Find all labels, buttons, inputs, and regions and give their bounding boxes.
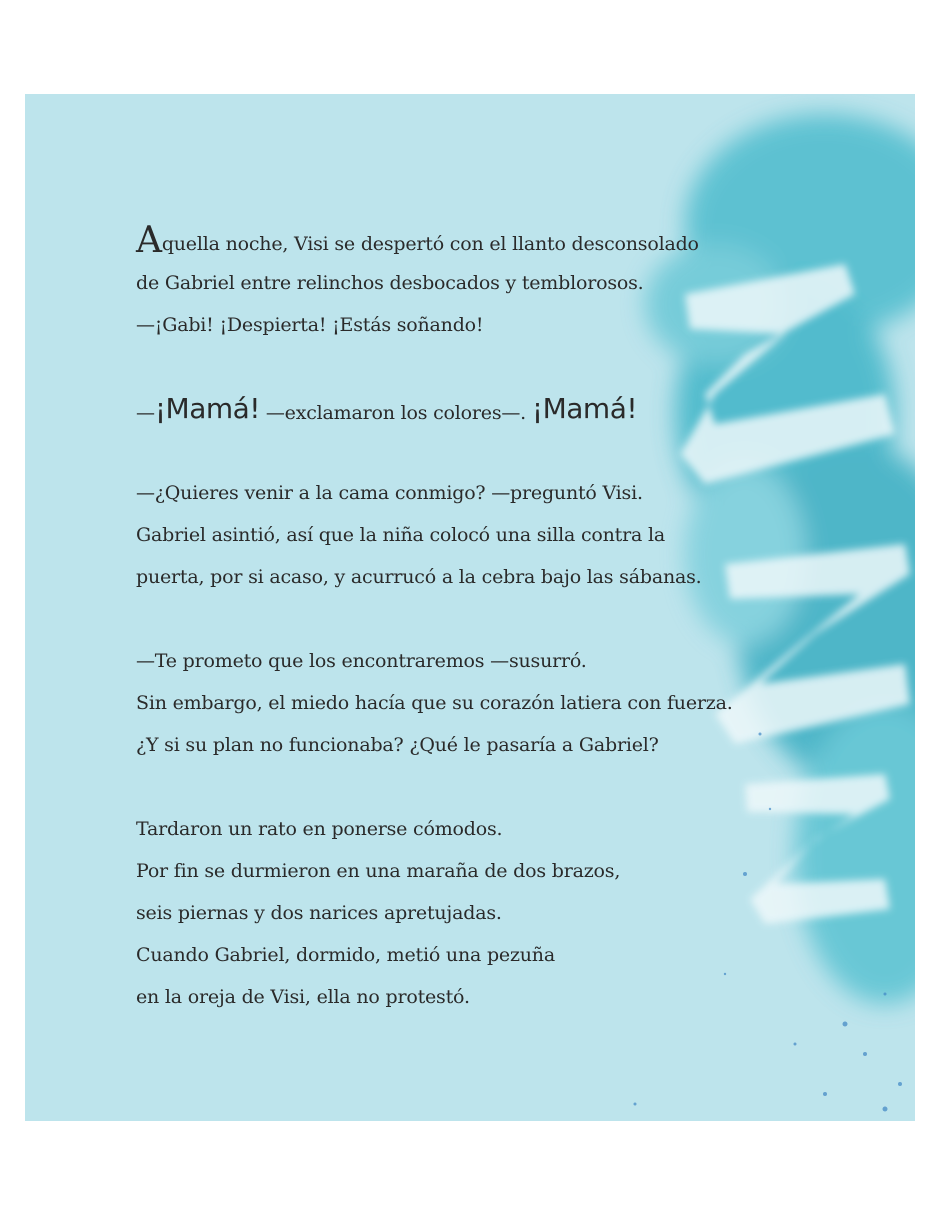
p4-line-1: Tardaron un rato en ponerse cómodos. bbox=[136, 818, 503, 840]
exclaim-middle: —exclamaron los colores—. bbox=[260, 402, 532, 424]
p1-line-2: de Gabriel entre relinchos desbocados y temblorosos. bbox=[136, 272, 644, 294]
p1-line-1-text: quella noche, Visi se despertó con el llanto desconsolado bbox=[161, 233, 699, 255]
p4-line-4: Cuando Gabriel, dormido, metió una pezuña bbox=[136, 944, 555, 966]
p1-line-1 bbox=[136, 220, 699, 261]
p3-line-1: —Te prometo que los encontraremos —susurró. bbox=[136, 650, 587, 672]
p4-line-3: seis piernas y dos narices apretujadas. bbox=[136, 902, 502, 924]
p4-line-5: en la oreja de Visi, ella no protestó. bbox=[136, 986, 470, 1008]
p2-line-1: —¿Quieres venir a la cama conmigo? —preguntó Visi. bbox=[136, 482, 643, 504]
exclaim-dash: — bbox=[136, 402, 155, 424]
book-page bbox=[25, 94, 915, 1121]
p3-line-3: ¿Y si su plan no funcionaba? ¿Qué le pasaría a Gabriel? bbox=[136, 734, 659, 756]
drop-cap: A bbox=[136, 220, 162, 261]
p1-line-3: —¡Gabi! ¡Despierta! ¡Estás soñando! bbox=[136, 314, 484, 336]
p3-line-2: Sin embargo, el miedo hacía que su corazón latiera con fuerza. bbox=[136, 692, 733, 714]
p2-line-2: Gabriel asintió, así que la niña colocó una silla contra la bbox=[136, 524, 665, 546]
exclamation-line bbox=[136, 392, 638, 425]
mama-exclamation-2: ¡Mamá! bbox=[531, 392, 638, 425]
p4-line-2: Por fin se durmieron en una maraña de dos brazos, bbox=[136, 860, 621, 882]
p2-line-3: puerta, por si acaso, y acurrucó a la cebra bajo las sábanas. bbox=[136, 566, 702, 588]
mama-exclamation-1: ¡Mamá! bbox=[154, 392, 261, 425]
